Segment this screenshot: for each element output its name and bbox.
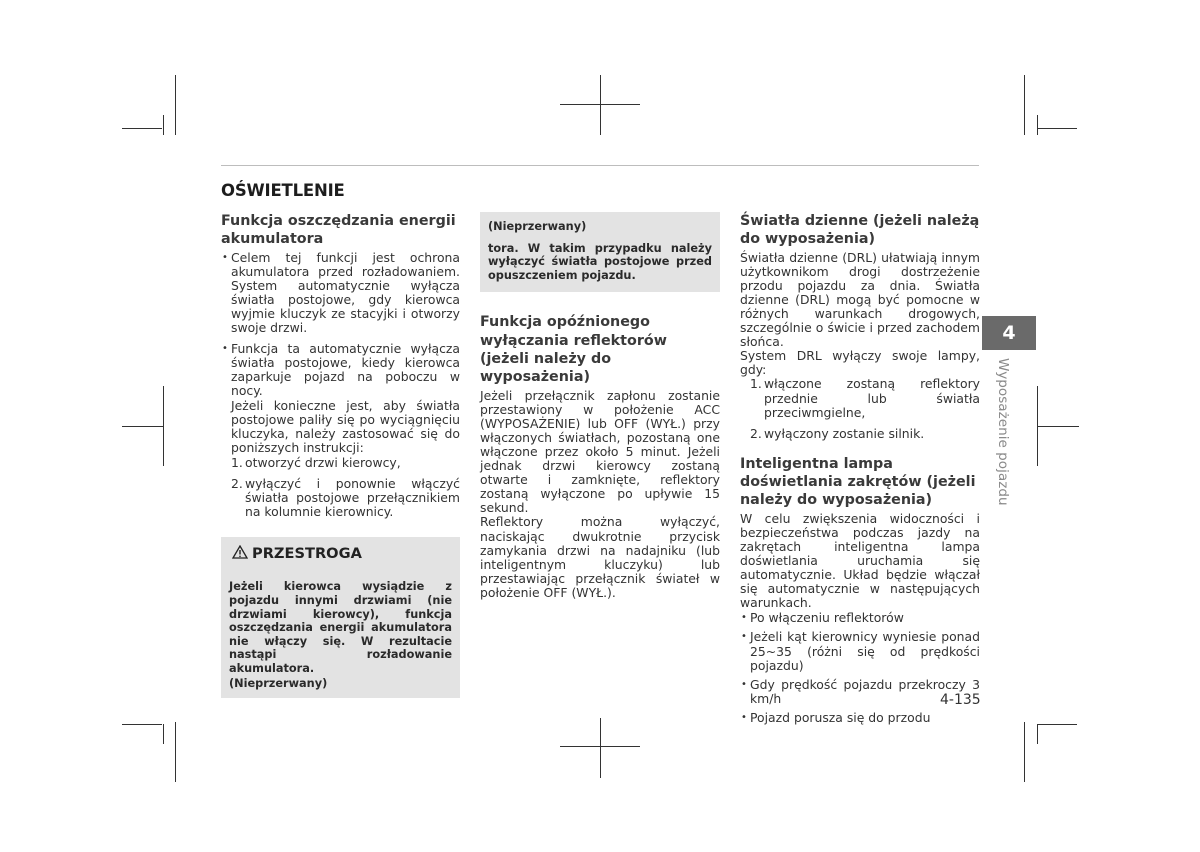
list-item-text: Pojazd porusza się do przodu xyxy=(750,709,931,725)
list-item-text: Jeżeli kąt kierownicy wyniesie ponad 25~35 (różni się od prędkości pojazdu) xyxy=(750,629,980,673)
list-item-text: Po włączeniu reflektorów xyxy=(750,610,904,626)
battery-saver-list xyxy=(221,251,460,520)
step-item xyxy=(231,477,460,519)
cornering-lamp-paragraph: W celu zwiększenia widoczności i bezpieczeństwa podczas jazdy na zakrętach inteligentna lampa doświetlania uruchamia się automatycznie. Układ będzie włączał się automatycznie w następujących warunkach. xyxy=(740,510,980,611)
step-text: wyłączyć i ponownie włączyć światła postojowe przełącznikiem na kolumnie kierownicy. xyxy=(245,476,460,520)
caution-title: PRZESTROGA xyxy=(252,544,362,562)
list-item-text: • Funkcja ta automatycznie wyłącza światła postojowe, kiedy kierowca zaparkuje pojazd na poboczu w nocy. xyxy=(231,341,460,399)
list-item xyxy=(740,711,980,725)
step-item xyxy=(750,427,980,441)
step-text: otworzyć drzwi kierowcy, xyxy=(245,454,401,470)
caution-body: Jeżeli kierowca wysiądzie z pojazdu innymi drzwiami (nie drzwiami kierowcy), funkcja oszczędzania energii akumulatora nie włączy się. W rezultacie nastąpi rozładowanie akumulatora. xyxy=(229,580,452,675)
chapter-side-title: Wyposażenie pojazdu xyxy=(995,358,1011,506)
step-item xyxy=(231,456,460,470)
caution-continued-body: tora. W takim przypadku należy wyłączyć światła postojowe przed opuszczeniem pojazdu. xyxy=(488,241,712,282)
drl-conditions xyxy=(740,377,980,440)
caution-box xyxy=(221,537,460,698)
cornering-lamp-heading: Inteligentna lampa doświetlania zakrętów (jeżeli należy do wyposażenia) xyxy=(740,455,976,509)
section-title: OŚWIETLENIE xyxy=(221,181,345,200)
top-rule xyxy=(221,165,979,166)
headlight-delay-paragraph: Jeżeli przełącznik zapłonu zostanie przestawiony w położenie ACC (WYPOSAŻENIE) lub OFF (WYŁ.) przy włączonych światłach, pozostaną one włączone przez około 5 minut. Jeżeli jednak drzwi kierowcy zostaną otwarte i zamknięte, reflektory zostaną wyłączone po upływie 15 sekund. xyxy=(480,387,720,516)
list-item xyxy=(740,611,980,625)
caution-header xyxy=(232,545,452,562)
step-text: wyłączony zostanie silnik. xyxy=(764,425,925,441)
list-item-text: Gdy prędkość pojazdu przekroczy 3 km/h xyxy=(750,676,980,706)
column-3 xyxy=(740,212,980,730)
caution-continued-label: (Nieprzerwany) xyxy=(488,220,587,233)
step-number: 1. xyxy=(750,376,762,392)
daytime-lights-paragraph: System DRL wyłączy swoje lampy, gdy: xyxy=(740,348,980,378)
step-text: włączone zostaną reflektory przednie lub światła przeciwmgielne, xyxy=(764,376,980,420)
caution-box-continued xyxy=(480,212,720,292)
step-number: 2. xyxy=(231,476,243,491)
column-2 xyxy=(480,212,720,600)
list-item-text: Celem tej funkcji jest ochrona akumulatora przed rozładowaniem. System automatycznie wyłącza światła postojowe, gdy kierowca wyjmie kluczyk ze stacyjki i otworzy swoje drzwi. xyxy=(231,249,460,336)
column-1 xyxy=(221,212,460,698)
page-number: 4-135 xyxy=(940,692,981,708)
chapter-tab: 4 xyxy=(982,316,1036,350)
daytime-lights-paragraph: Światła dzienne (DRL) ułatwiają innym użytkownikom drogi dostrzeżenie przodu pojazdu za dnia. Światła dzienne (DRL) mogą być pomocne w różnych warunkach drogowych, szczególnie o świcie i przed zachodem słońca. xyxy=(740,249,980,350)
step-number: 1. xyxy=(231,454,243,470)
daytime-lights-heading: Światła dzienne (jeżeli należą do wyposażenia) xyxy=(740,213,980,248)
list-item xyxy=(221,251,460,336)
step-number: 2. xyxy=(750,425,762,441)
list-item-text: Jeżeli konieczne jest, aby światła postojowe paliły się po wyciągnięciu kluczyka, należy zastosować się do poniższych instrukcji: xyxy=(231,397,460,455)
headlight-delay-paragraph: Reflektory można wyłączyć, naciskając dwukrotnie przycisk zamykania drzwi na nadajniku (lub inteligentnym kluczyku) lub przestawiając przełącznik świateł w położenie OFF (WYŁ.). xyxy=(480,514,720,600)
headlight-delay-heading: Funkcja opóźnionego wyłączania reflektorów (jeżeli należy do wyposażenia) xyxy=(480,314,667,386)
warning-triangle-icon xyxy=(232,545,248,562)
list-item xyxy=(221,342,460,519)
instruction-steps xyxy=(231,456,460,519)
caution-continued-label: (Nieprzerwany) xyxy=(229,676,328,690)
list-item xyxy=(740,630,980,672)
battery-saver-heading: Funkcja oszczędzania energii akumulatora xyxy=(221,213,456,248)
step-item xyxy=(750,377,980,419)
